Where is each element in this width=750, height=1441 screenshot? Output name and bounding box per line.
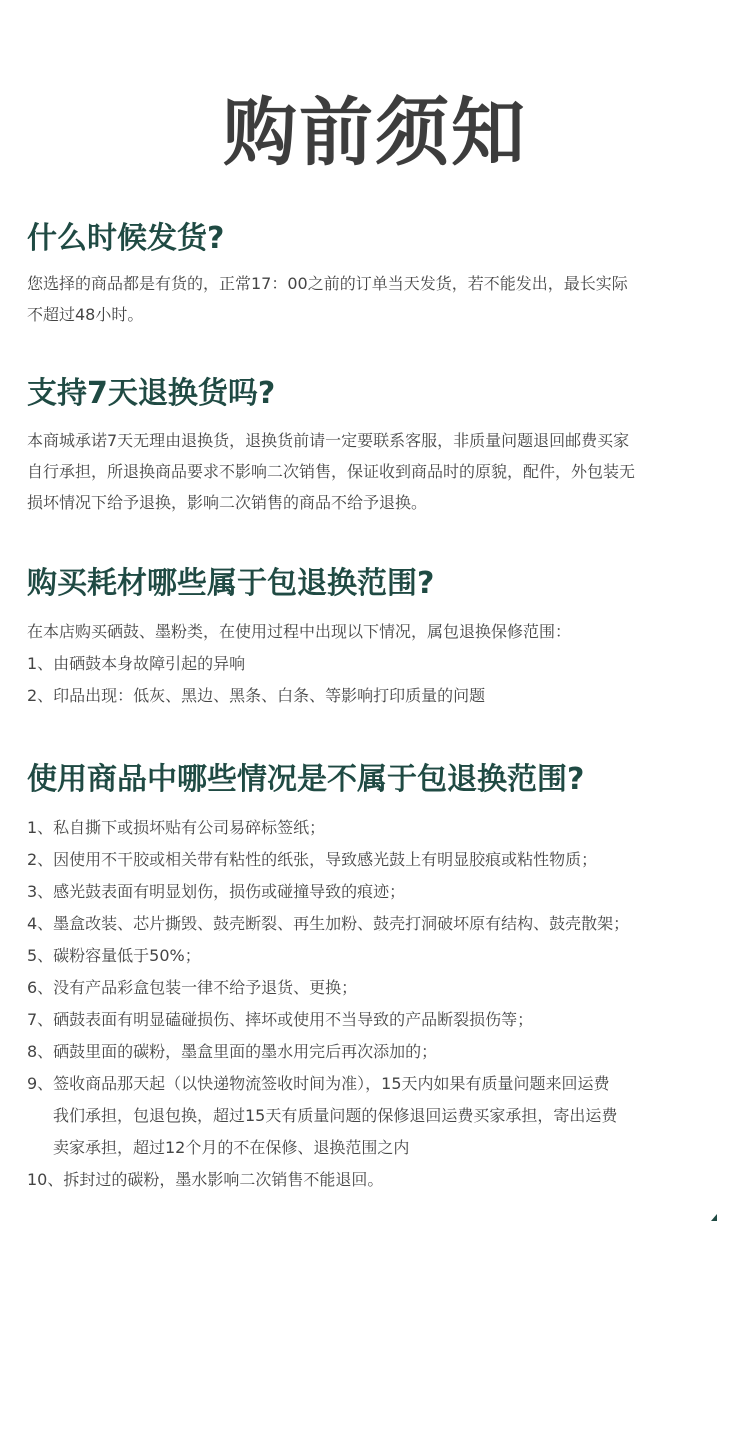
list-item: 3、感光鼓表面有明显划伤，损伤或碰撞导致的痕迹； (27, 882, 406, 901)
section-body-shipping (27, 268, 727, 330)
paragraph-line: 在本店购买硒鼓、墨粉类，在使用过程中出现以下情况，属包退换保修范围： (27, 622, 572, 641)
list-item: 7、硒鼓表面有明显磕碰损伤、摔坏或使用不当导致的产品断裂损伤等； (27, 1010, 534, 1029)
section-body-covered (27, 616, 727, 712)
list-item-continuation: 我们承担，包退包换，超过15天有质量问题的保修退回运费买家承担，寄出运费 (53, 1106, 618, 1125)
list-item: 4、墨盒改装、芯片撕毁、鼓壳断裂、再生加粉、鼓壳打洞破坏原有结构、鼓壳散架； (27, 914, 630, 933)
list-item: 1、由硒鼓本身故障引起的异响 (27, 654, 246, 673)
list-item: 2、因使用不干胶或相关带有粘性的纸张，导致感光鼓上有明显胶痕或粘性物质； (27, 850, 598, 869)
paragraph-line: 损坏情况下给予退换，影响二次销售的商品不给予退换。 (27, 493, 428, 512)
paragraph-line: 您选择的商品都是有货的，正常17：00之前的订单当天发货，若不能发出，最长实际 (27, 274, 628, 293)
list-item: 5、碳粉容量低于50%； (27, 946, 201, 965)
section-body-not-covered (27, 812, 727, 1196)
list-item: 1、私自撕下或损坏贴有公司易碎标签纸； (27, 818, 326, 837)
page-title: 购前须知 (223, 90, 527, 176)
list-item: 8、硒鼓里面的碳粉，墨盒里面的墨水用完后再次添加的； (27, 1042, 438, 1061)
section-heading-not-covered: 使用商品中哪些情况是不属于包退换范围? (27, 762, 585, 797)
list-item: 10、拆封过的碳粉，墨水影响二次销售不能退回。 (27, 1170, 384, 1189)
list-item: 9、签收商品那天起（以快递物流签收时间为准），15天内如果有质量问题来回运费 (27, 1074, 610, 1093)
section-heading-shipping: 什么时候发货? (27, 221, 225, 256)
list-item-continuation: 卖家承担，超过12个月的不在保修、退换范围之内 (53, 1138, 410, 1157)
paragraph-line: 不超过48小时。 (27, 305, 144, 324)
list-item: 2、印品出现：低灰、黑边、黑条、白条、等影响打印质量的问题 (27, 686, 486, 705)
corner-triangle-icon (711, 1214, 717, 1221)
section-heading-covered: 购买耗材哪些属于包退换范围? (27, 566, 435, 601)
section-body-returns (27, 425, 727, 518)
paragraph-line: 本商城承诺7天无理由退换货，退换货前请一定要联系客服，非质量问题退回邮费买家 (27, 431, 630, 450)
list-item: 6、没有产品彩盒包装一律不给予退货、更换； (27, 978, 358, 997)
section-heading-returns: 支持7天退换货吗? (27, 376, 276, 411)
paragraph-line: 自行承担，所退换商品要求不影响二次销售，保证收到商品时的原貌，配件，外包装无 (27, 462, 636, 481)
